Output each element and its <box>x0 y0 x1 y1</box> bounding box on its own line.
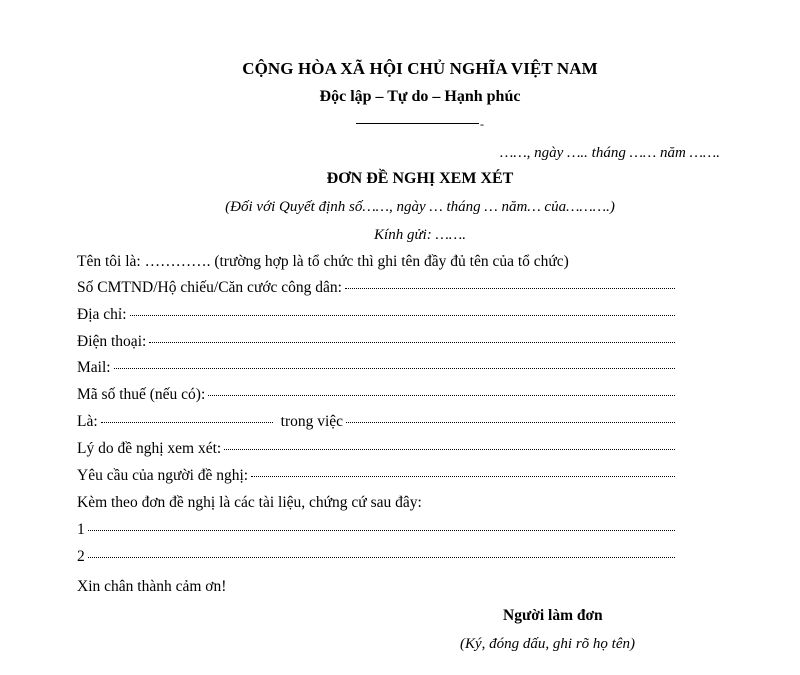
tax-blank <box>208 394 675 396</box>
signer-title: Người làm đơn <box>503 607 603 624</box>
national-motto: Độc lập – Tự do – Hạnh phúc <box>319 88 521 105</box>
national-title: CỘNG HÒA XÃ HỘI CHỦ NGHĨA VIỆT NAM <box>242 59 598 78</box>
id-blank <box>345 287 675 289</box>
phone-field <box>77 333 675 355</box>
role-label: Là: <box>77 413 98 430</box>
document-title: ĐƠN ĐỀ NGHỊ XEM XÉT <box>326 170 514 187</box>
address-label: Địa chỉ: <box>77 306 127 323</box>
reason-blank <box>224 448 675 450</box>
reason-label: Lý do đề nghị xem xét: <box>77 440 222 457</box>
role-blank <box>101 421 273 423</box>
mail-field <box>77 359 675 381</box>
phone-label: Điện thoại: <box>77 333 147 350</box>
attachment-item-2-label: 2 <box>77 548 85 565</box>
tax-field <box>77 386 675 408</box>
date-line: ……, ngày ….. tháng …… năm ……. <box>500 145 721 161</box>
role-mid-label: trong việc <box>280 413 344 430</box>
thanks-line: Xin chân thành cảm ơn! <box>77 578 227 595</box>
attachment-item-2-blank <box>88 556 675 558</box>
attachment-item-1-blank <box>88 529 675 531</box>
reason-field <box>77 440 675 462</box>
request-label: Yêu cầu của người đề nghị: <box>77 467 249 484</box>
address-blank <box>130 314 676 316</box>
name-line: Tên tôi là: …………. (trường hợp là tổ chức thì ghi tên đầy đủ tên của tổ chức) <box>77 253 569 270</box>
recipient-line: Kính gửi: ……. <box>374 227 466 243</box>
address-field <box>77 306 675 328</box>
phone-blank <box>149 341 675 343</box>
attachments-intro: Kèm theo đơn đề nghị là các tài liệu, chứng cứ sau đây: <box>77 494 422 511</box>
header-divider <box>356 123 479 124</box>
request-field <box>77 467 675 489</box>
request-blank <box>251 475 675 477</box>
attachment-item-1-label: 1 <box>77 521 85 538</box>
mail-label: Mail: <box>77 359 111 376</box>
document-subtitle: (Đối với Quyết định số……, ngày … tháng … năm… của……….) <box>225 199 615 215</box>
id-field <box>77 279 675 301</box>
id-label: Số CMTND/Hộ chiếu/Căn cước công dân: <box>77 279 342 296</box>
tax-label: Mã số thuế (nếu có): <box>77 386 206 403</box>
role-task-blank <box>346 421 675 423</box>
role-field <box>77 413 675 435</box>
signer-note: (Ký, đóng dấu, ghi rõ họ tên) <box>460 636 635 652</box>
attachment-item-2 <box>77 548 675 570</box>
header-divider-tick: - <box>480 117 484 131</box>
mail-blank <box>114 367 675 369</box>
attachment-item-1 <box>77 521 675 543</box>
